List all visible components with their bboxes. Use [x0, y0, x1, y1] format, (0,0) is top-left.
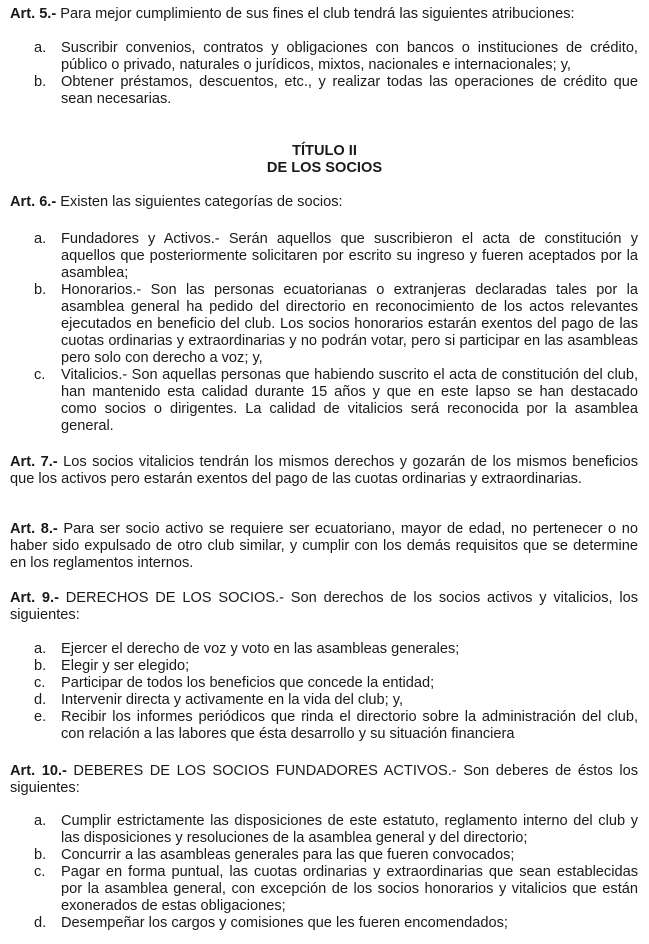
list-item	[10, 74, 638, 108]
list-item-text: Recibir los informes periódicos que rinda el directorio sobre la administración del club, con relación a las labores que ésta desarrollo y su situación financiera	[61, 709, 638, 742]
list-item	[10, 864, 638, 915]
list-item	[10, 658, 638, 675]
art8-text: Para ser socio activo se requiere ser ecuatoriano, mayor de edad, no pertenecer o no haber sido expulsado de otro club similar, y cumplir con los demás requisitos que se determine en los reglamentos internos.	[10, 521, 638, 571]
art6-paragraph	[10, 194, 638, 211]
list-marker: e.	[34, 709, 47, 725]
art6-list	[10, 231, 638, 435]
list-item	[10, 692, 638, 709]
list-item-text: Participar de todos los beneficios que concede la entidad;	[61, 675, 435, 691]
list-item-text: Obtener préstamos, descuentos, etc., y realizar todas las operaciones de crédito que sean necesarias.	[61, 74, 638, 107]
art9-label: Art. 9.-	[10, 590, 59, 606]
list-marker: a.	[34, 231, 47, 247]
art6-text: Existen las siguientes categorías de socios:	[56, 194, 343, 210]
section-title-line1: TÍTULO II	[292, 143, 357, 159]
art9-text: DERECHOS DE LOS SOCIOS.- Son derechos de los socios activos y vitalicios, los siguientes:	[10, 590, 639, 623]
list-item	[10, 675, 638, 692]
art10-list	[10, 813, 638, 932]
list-item	[10, 813, 638, 847]
list-marker: c.	[34, 675, 46, 691]
list-marker: a.	[34, 40, 47, 56]
list-marker: d.	[34, 915, 47, 931]
list-item-text: Ejercer el derecho de voz y voto en las asambleas generales;	[61, 641, 460, 657]
art8-paragraph	[10, 521, 638, 572]
list-marker: a.	[34, 813, 47, 829]
art5-text: Para mejor cumplimiento de sus fines el club tendrá las siguientes atribuciones:	[56, 6, 575, 22]
art7-text: Los socios vitalicios tendrán los mismos derechos y gozarán de los mismos beneficios que los activos pero estarán exentos del pago de las cuotas ordinarias y extraordinarias.	[10, 454, 639, 487]
list-item	[10, 847, 638, 864]
list-item-text: Suscribir convenios, contratos y obligaciones con bancos o instituciones de crédito, público o privado, naturales o jurídicos, mixtos, nacionales e internacionales; y,	[61, 40, 638, 73]
art7-label: Art. 7.-	[10, 454, 58, 470]
art9-paragraph	[10, 590, 638, 624]
section-title-line2: DE LOS SOCIOS	[266, 160, 383, 176]
list-item-text: Fundadores y Activos.- Serán aquellos que suscribieron el acta de constitución y aquellos que posteriormente solicitaren por escrito su ingreso y fueren aceptados por la asamblea;	[61, 231, 638, 281]
art10-paragraph	[10, 763, 638, 797]
list-marker: c.	[34, 367, 46, 383]
list-item-text: Desempeñar los cargos y comisiones que les fueren encomendados;	[61, 915, 508, 931]
list-marker: a.	[34, 641, 47, 657]
list-item	[10, 641, 638, 658]
list-item-text: Vitalicios.- Son aquellas personas que habiendo suscrito el acta de constitución del club, han mantenido esta calidad durante 15 años y que en este lapso se han destacado como socios o dirigentes. La calidad de vitalicios será reconocida por la asamblea general.	[61, 367, 638, 434]
list-marker: b.	[34, 282, 47, 298]
list-item-text: Honorarios.- Son las personas ecuatorianas o extranjeras declaradas tales por la asamblea general ha pedido del directorio en reconocimiento de los actos relevantes ejecutados en beneficio del club. Los socios honorarios estarán exentos del pago de las cuotas ordinarias y extraordinarias y no podrán votar, pero si participar en las asambleas pero solo con derecho a voz; y,	[61, 282, 638, 366]
list-item-text: Elegir y ser elegido;	[61, 658, 190, 674]
art8-label: Art. 8.-	[10, 521, 58, 537]
list-marker: b.	[34, 658, 47, 674]
list-marker: c.	[34, 864, 46, 880]
art10-text: DEBERES DE LOS SOCIOS FUNDADORES ACTIVOS.- Son deberes de éstos los siguientes:	[10, 763, 638, 796]
art6-label: Art. 6.-	[10, 194, 57, 210]
art9-list	[10, 641, 638, 743]
art10-label: Art. 10.-	[10, 763, 67, 779]
list-item-text: Pagar en forma puntual, las cuotas ordinarias y extraordinarias que sean establecidas por la asamblea general, con excepción de los socios honorarios y vitalicios que están exonerados de estas obligaciones;	[61, 864, 638, 914]
list-item	[10, 915, 638, 932]
list-item-text: Cumplir estrictamente las disposiciones de este estatuto, reglamento interno del club y las disposiciones y resoluciones de la asamblea general y del directorio;	[61, 813, 638, 846]
list-item	[10, 367, 638, 435]
list-item-text: Intervenir directa y activamente en la vida del club; y,	[61, 692, 404, 708]
list-item	[10, 40, 638, 74]
list-marker: b.	[34, 74, 47, 90]
list-item	[10, 282, 638, 367]
list-item	[10, 709, 638, 743]
art5-paragraph	[10, 6, 638, 23]
art5-list	[10, 40, 638, 108]
list-item-text: Concurrir a las asambleas generales para las que fueren convocados;	[61, 847, 515, 863]
list-marker: d.	[34, 692, 47, 708]
art5-label: Art. 5.-	[10, 6, 57, 22]
list-item	[10, 231, 638, 282]
art7-paragraph	[10, 454, 638, 488]
list-marker: b.	[34, 847, 47, 863]
